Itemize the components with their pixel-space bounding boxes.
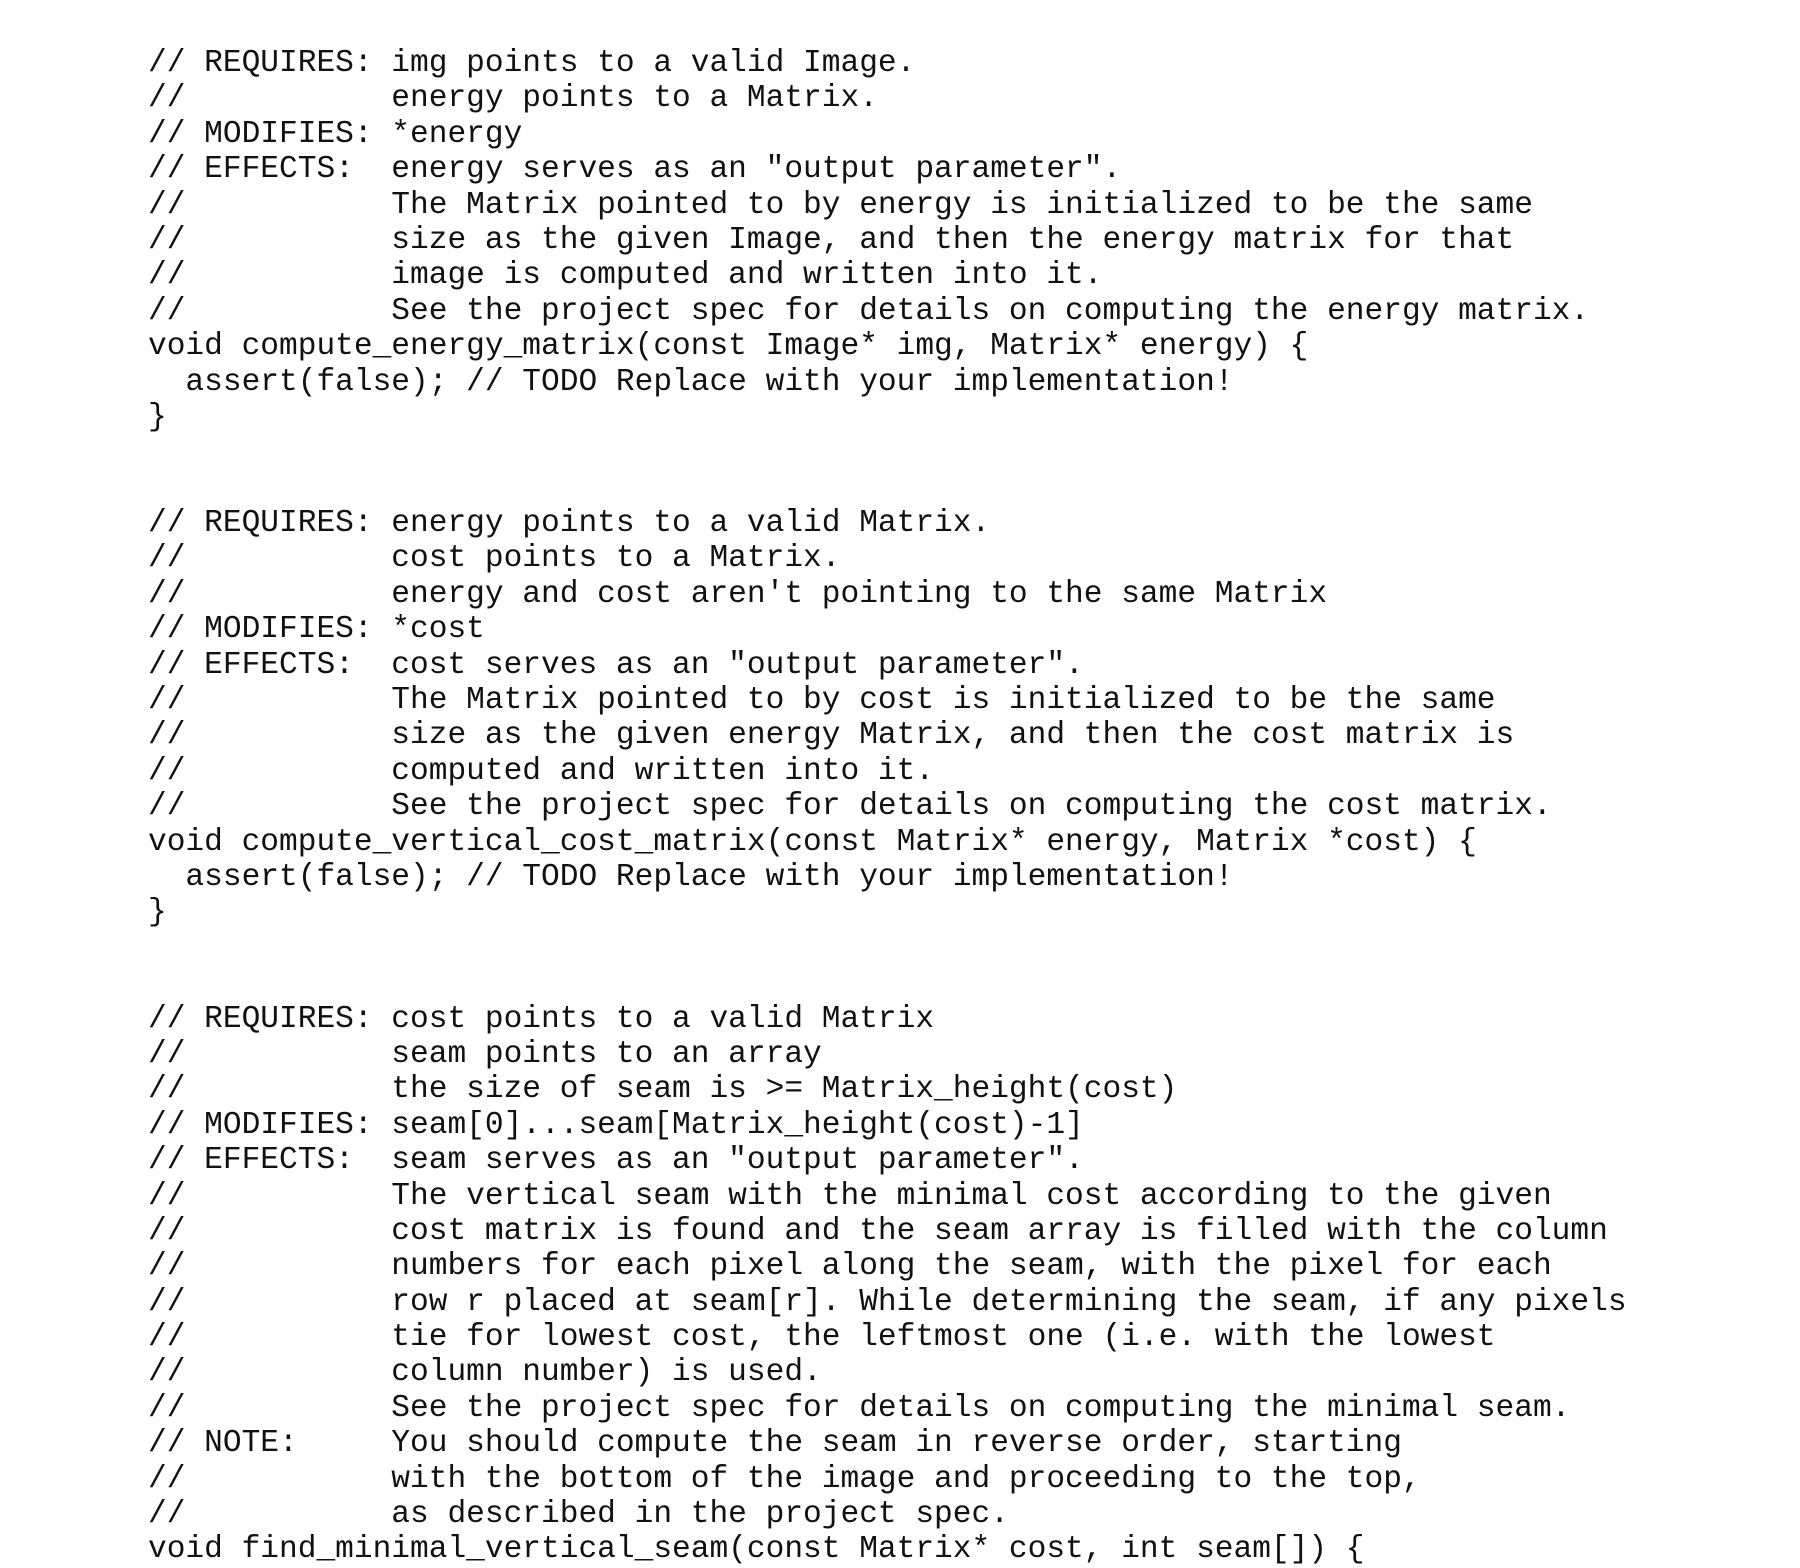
code-line: // MODIFIES: *energy (148, 116, 523, 152)
code-line: // EFFECTS: energy serves as an "output parameter". (148, 152, 1122, 188)
code-line: // size as the given energy Matrix, and then the cost matrix is (148, 718, 1515, 754)
code-line: void compute_vertical_cost_matrix(const Matrix* energy, Matrix *cost) { (148, 824, 1477, 860)
code-line: // column number) is used. (148, 1355, 822, 1391)
code-line: void compute_energy_matrix(const Image* img, Matrix* energy) { (148, 329, 1309, 365)
code-line: // REQUIRES: img points to a valid Image. (148, 46, 916, 81)
code-line: // size as the given Image, and then the energy matrix for that (148, 222, 1515, 258)
code-line: // EFFECTS: cost serves as an "output parameter". (148, 647, 1084, 683)
code-line: // See the project spec for details on computing the minimal seam. (148, 1390, 1571, 1426)
code-line: // MODIFIES: *cost (148, 612, 485, 648)
code-line: // computed and written into it. (148, 753, 935, 789)
code-line: // The Matrix pointed to by cost is initialized to be the same (148, 683, 1496, 719)
code-line: // with the bottom of the image and proceeding to the top, (148, 1461, 1421, 1497)
code-line: } (148, 895, 167, 931)
code-line: // See the project spec for details on computing the energy matrix. (148, 293, 1590, 329)
code-line: // numbers for each pixel along the seam, with the pixel for each (148, 1249, 1552, 1285)
code-line: // NOTE: You should compute the seam in reverse order, starting (148, 1426, 1402, 1462)
code-line: // seam points to an array (148, 1036, 822, 1072)
blank-line (148, 931, 1768, 966)
blank-line (148, 471, 1768, 506)
code-line: // See the project spec for details on computing the cost matrix. (148, 789, 1552, 825)
code-line: // row r placed at seam[r]. While determining the seam, if any pixels (148, 1284, 1627, 1320)
code-line: // REQUIRES: energy points to a valid Matrix. (148, 506, 991, 542)
code-line: // The Matrix pointed to by energy is initialized to be the same (148, 187, 1533, 223)
code-line: // cost points to a Matrix. (148, 541, 841, 577)
code-line: void find_minimal_vertical_seam(const Matrix* cost, int seam[]) { (148, 1532, 1365, 1568)
code-line: } (148, 399, 167, 435)
code-line: // as described in the project spec. (148, 1497, 1009, 1533)
code-listing (148, 46, 1768, 1568)
blank-line (148, 966, 1768, 1001)
blank-line (148, 435, 1768, 470)
code-line: // image is computed and written into it. (148, 258, 1103, 294)
code-line: assert(false); // TODO Replace with your implementation! (148, 859, 1234, 895)
code-line: // The vertical seam with the minimal cost according to the given (148, 1178, 1552, 1214)
code-line: // EFFECTS: seam serves as an "output parameter". (148, 1143, 1084, 1179)
code-line: // energy points to a Matrix. (148, 81, 878, 117)
code-line: // the size of seam is >= Matrix_height(cost) (148, 1072, 1178, 1108)
code-line: // REQUIRES: cost points to a valid Matrix (148, 1001, 935, 1037)
code-line: // energy and cost aren't pointing to the same Matrix (148, 576, 1328, 612)
code-line: assert(false); // TODO Replace with your implementation! (148, 364, 1234, 400)
code-line: // cost matrix is found and the seam array is filled with the column (148, 1213, 1608, 1249)
code-line: // tie for lowest cost, the leftmost one (i.e. with the lowest (148, 1320, 1496, 1356)
code-line: // MODIFIES: seam[0]...seam[Matrix_height(cost)-1] (148, 1107, 1084, 1143)
